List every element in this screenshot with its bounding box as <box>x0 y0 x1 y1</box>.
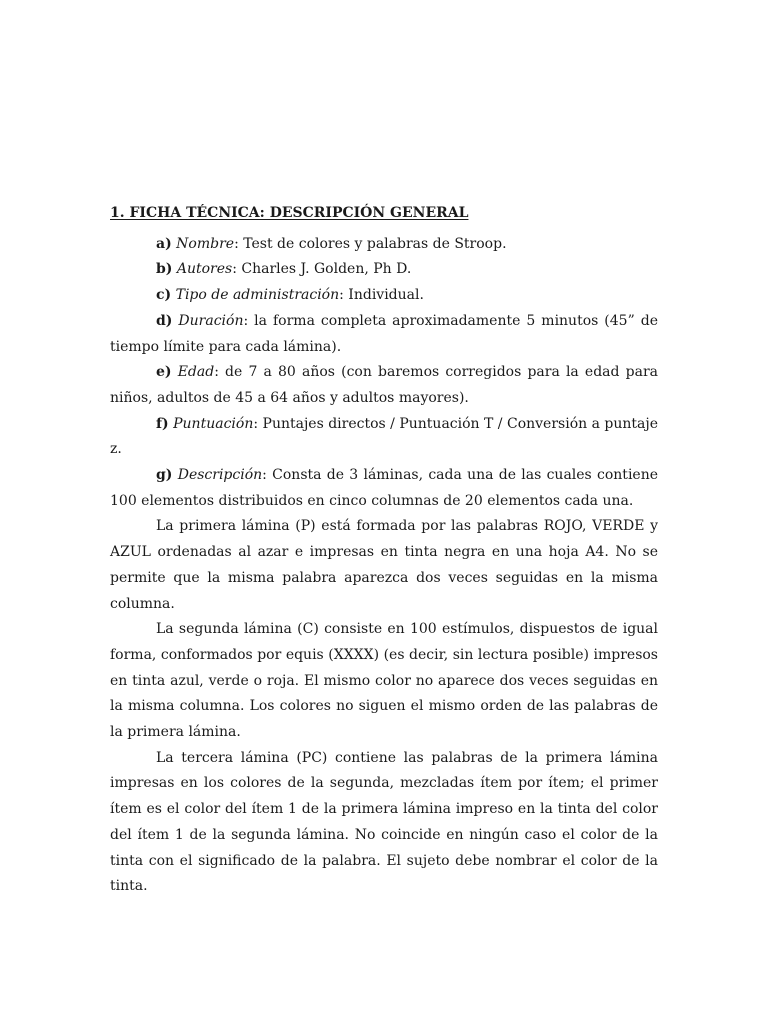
item-key: a) <box>156 235 172 252</box>
item-value: : Test de colores y palabras de Stroop. <box>234 235 507 252</box>
item-value: : Puntajes directos / Puntuación T / Conversión a puntaje z. <box>110 415 658 458</box>
item-field: Edad <box>177 364 215 381</box>
item-value: : la forma completa aproximadamente 5 minutos (45” de tiempo límite para cada lámina). <box>110 312 658 355</box>
item-value: : Individual. <box>339 287 424 304</box>
item-key: b) <box>156 261 173 278</box>
paragraph-segunda-lamina: La segunda lámina (C) consiste en 100 estímulos, dispuestos de igual forma, conformados por equis (XXXX) (es decir, sin lectura posible) impresos en tinta azul, verde o roja. El mismo color no aparece dos veces seguidas en la misma columna. Los colores no siguen el mismo orden de las palabras de la primera lámina. <box>110 621 658 741</box>
item-value: : Charles J. Golden, Ph D. <box>232 261 412 278</box>
item-tipo-administracion <box>110 283 658 309</box>
paragraph-primera-lamina: La primera lámina (P) está formada por las palabras ROJO, VERDE y AZUL ordenadas al azar e impresas en tinta negra en una hoja A4. No se permite que la misma palabra aparezca dos veces seguidas en la misma columna. <box>110 518 658 612</box>
item-field: Duración <box>178 312 244 329</box>
item-edad <box>110 360 658 411</box>
item-value: : Consta de 3 láminas, cada una de las cuales contiene 100 elementos distribuidos en cinco columnas de 20 elementos cada una. <box>110 467 659 509</box>
item-field: Descripción <box>177 467 263 484</box>
item-field: Autores <box>176 261 233 278</box>
item-nombre <box>110 232 658 258</box>
item-key: g) <box>156 467 173 484</box>
document-page <box>110 201 658 900</box>
item-duracion <box>110 309 658 360</box>
item-field: Tipo de administración <box>175 287 340 304</box>
item-descripcion <box>110 463 658 514</box>
paragraph-tercera-lamina: La tercera lámina (PC) contiene las palabras de la primera lámina impresas en los colores de la segunda, mezcladas ítem por ítem; el primer ítem es el color del ítem 1 de la primera lámina impreso en la tinta del color del ítem 1 de la segunda lámina. No coincide en ningún caso el color de la tinta con el significado de la palabra. El sujeto debe nombrar el color de la tinta. <box>110 749 658 895</box>
item-autores <box>110 257 658 283</box>
item-field: Puntuación <box>173 415 254 432</box>
item-puntuacion <box>110 412 658 463</box>
item-key: e) <box>156 364 172 381</box>
item-key: d) <box>156 312 173 329</box>
section-heading: 1. FICHA TÉCNICA: DESCRIPCIÓN GENERAL <box>110 205 469 221</box>
item-field: Nombre <box>176 235 235 252</box>
item-key: c) <box>156 287 172 304</box>
item-value: : de 7 a 80 años (con baremos corregidos para la edad para niños, adultos de 45 a 64 años y adultos mayores). <box>110 364 658 406</box>
item-key: f) <box>156 415 169 432</box>
